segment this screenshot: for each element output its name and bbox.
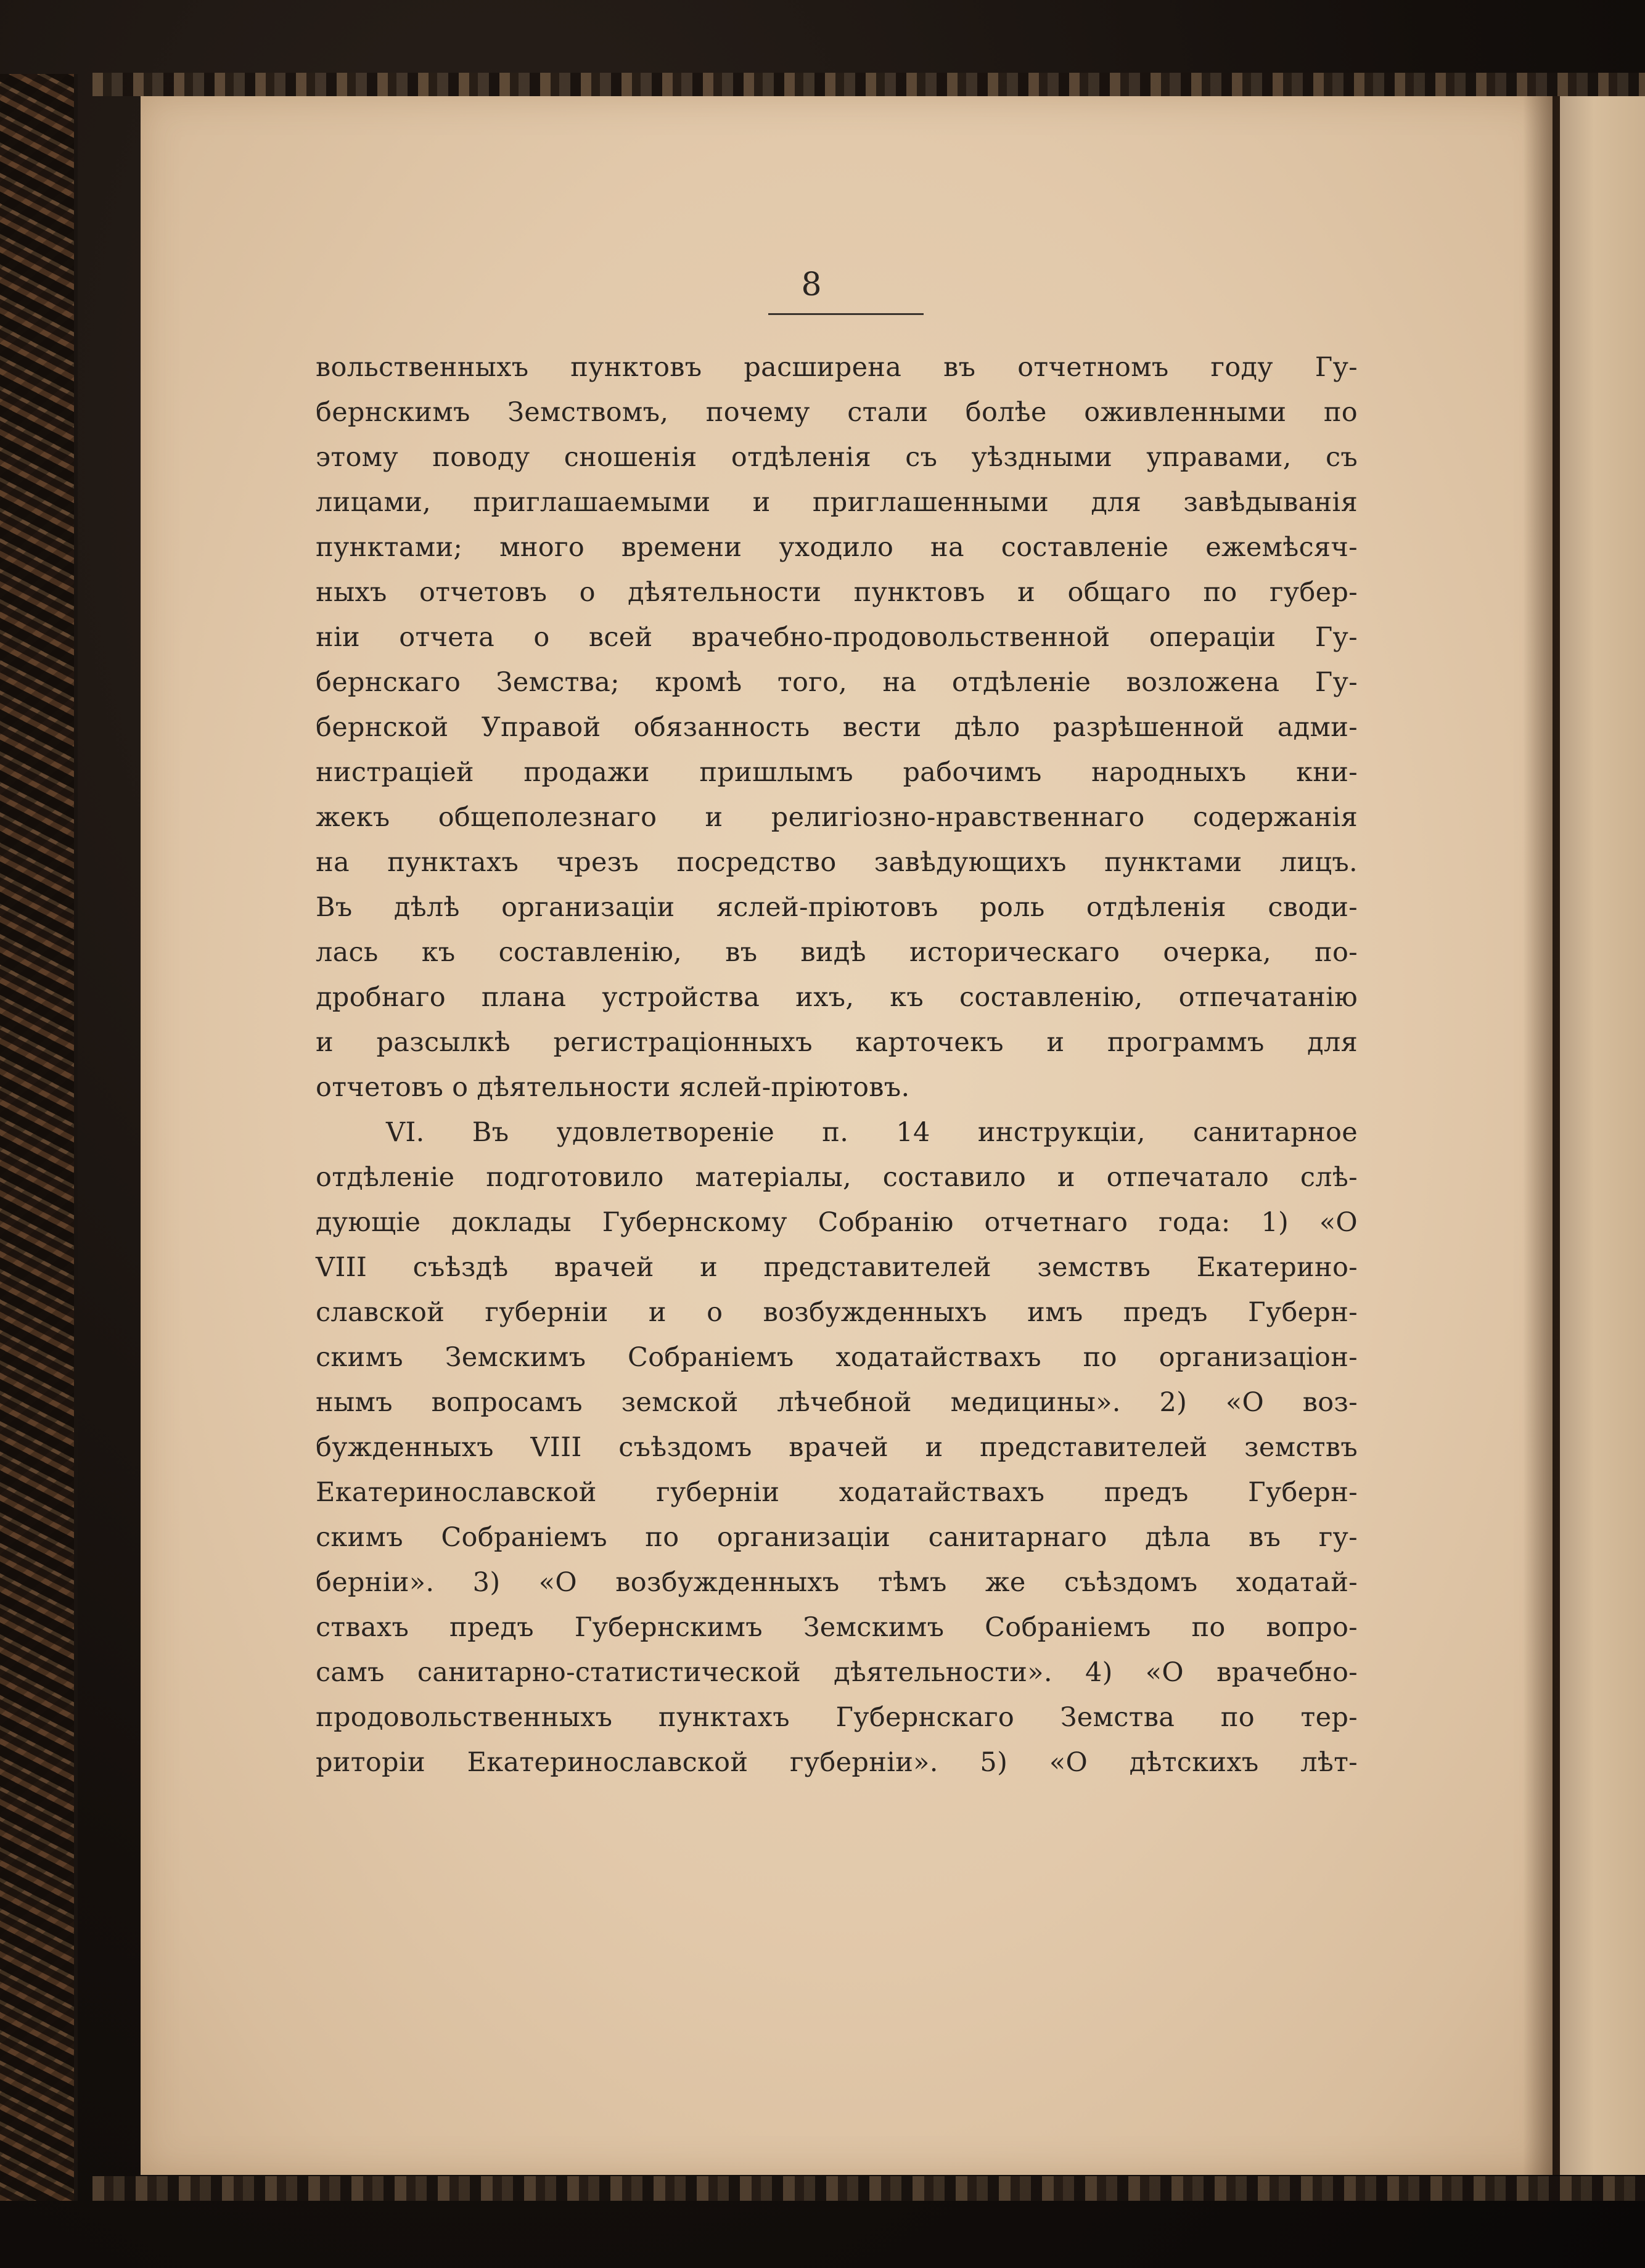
text-line: вольственныхъ пунктовъ расширена въ отчетномъ году Гу- [316, 352, 1358, 383]
text-line: берніи». 3) «О возбужденныхъ тѣмъ же съѣздомъ ходатай- [316, 1567, 1358, 1598]
text-line: бернскаго Земства; кромѣ того, на отдѣленіе возложена Гу- [316, 667, 1358, 698]
text-line: продовольственныхъ пунктахъ Губернскаго Земства по тер- [316, 1702, 1358, 1733]
page-number-rule [768, 313, 924, 315]
next-page-edge [1560, 96, 1645, 2175]
text-line: дробнаго плана устройства ихъ, къ составленію, отпечатанію [316, 982, 1358, 1013]
text-line: ныхъ отчетовъ о дѣятельности пунктовъ и общаго по губер- [316, 577, 1358, 608]
text-line: дующіе доклады Губернскому Собранію отчетнаго года: 1) «О [316, 1207, 1358, 1238]
text-line: ствахъ предъ Губернскимъ Земскимъ Собраніемъ по вопро- [316, 1612, 1358, 1643]
text-line: славской губерніи и о возбужденныхъ имъ предъ Губерн- [316, 1297, 1358, 1328]
text-line: Екатеринославской губерніи ходатайствахъ предъ Губерн- [316, 1477, 1358, 1508]
text-line: Въ дѣлѣ организаціи яслей-пріютовъ роль отдѣленія своди- [316, 892, 1358, 923]
text-line: нистраціей продажи пришлымъ рабочимъ народныхъ кни- [316, 757, 1358, 788]
text-line: на пунктахъ чрезъ посредство завѣдующихъ пунктами лицъ. [316, 847, 1358, 878]
text-line: скимъ Земскимъ Собраніемъ ходатайствахъ по организаціон- [316, 1342, 1358, 1373]
text-line: пунктами; много времени уходило на составленіе ежемѣсяч- [316, 532, 1358, 563]
marbled-book-edge [0, 74, 78, 2201]
text-line: бернскимъ Земствомъ, почему стали болѣе оживленными по [316, 397, 1358, 428]
text-line: и разсылкѣ регистраціонныхъ карточекъ и программъ для [316, 1027, 1358, 1058]
text-line: риторіи Екатеринославской губерніи». 5) «О дѣтскихъ лѣт- [316, 1747, 1358, 1778]
text-line: нымъ вопросамъ земской лѣчебной медицины». 2) «О воз- [316, 1387, 1358, 1418]
text-line: лицами, приглашаемыми и приглашенными для завѣдыванія [316, 487, 1358, 518]
text-line: отдѣленіе подготовило матеріалы, составило и отпечатало слѣ- [316, 1162, 1358, 1193]
page-number: 8 [801, 266, 822, 303]
text-line: VIII съѣздѣ врачей и представителей земствъ Екатерино- [316, 1252, 1358, 1283]
section-start-line: VI. Въ удовлетвореніе п. 14 инструкціи, санитарное [386, 1117, 1358, 1148]
text-line: бернской Управой обязанность вести дѣло разрѣшенной адми- [316, 712, 1358, 743]
paragraph-end-line: отчетовъ о дѣятельности яслей-пріютовъ. [316, 1072, 910, 1103]
body-text [316, 345, 1358, 1785]
text-line: бужденныхъ VIII съѣздомъ врачей и представителей земствъ [316, 1432, 1358, 1463]
text-line: лась къ составленію, въ видѣ историческаго очерка, по- [316, 937, 1358, 968]
text-line: скимъ Собраніемъ по организаціи санитарнаго дѣла въ гу- [316, 1522, 1358, 1553]
gutter-shadow [1523, 96, 1560, 2175]
text-line: ніи отчета о всей врачебно-продовольственной операціи Гу- [316, 622, 1358, 653]
text-line: самъ санитарно-статистической дѣятельности». 4) «О врачебно- [316, 1657, 1358, 1688]
top-page-edge [92, 73, 1645, 96]
text-line: жекъ общеполезнаго и религіозно-нравственнаго содержанія [316, 802, 1358, 833]
text-line: этому поводу сношенія отдѣленія съ уѣздными управами, съ [316, 442, 1358, 473]
bottom-page-edge [92, 2176, 1645, 2201]
